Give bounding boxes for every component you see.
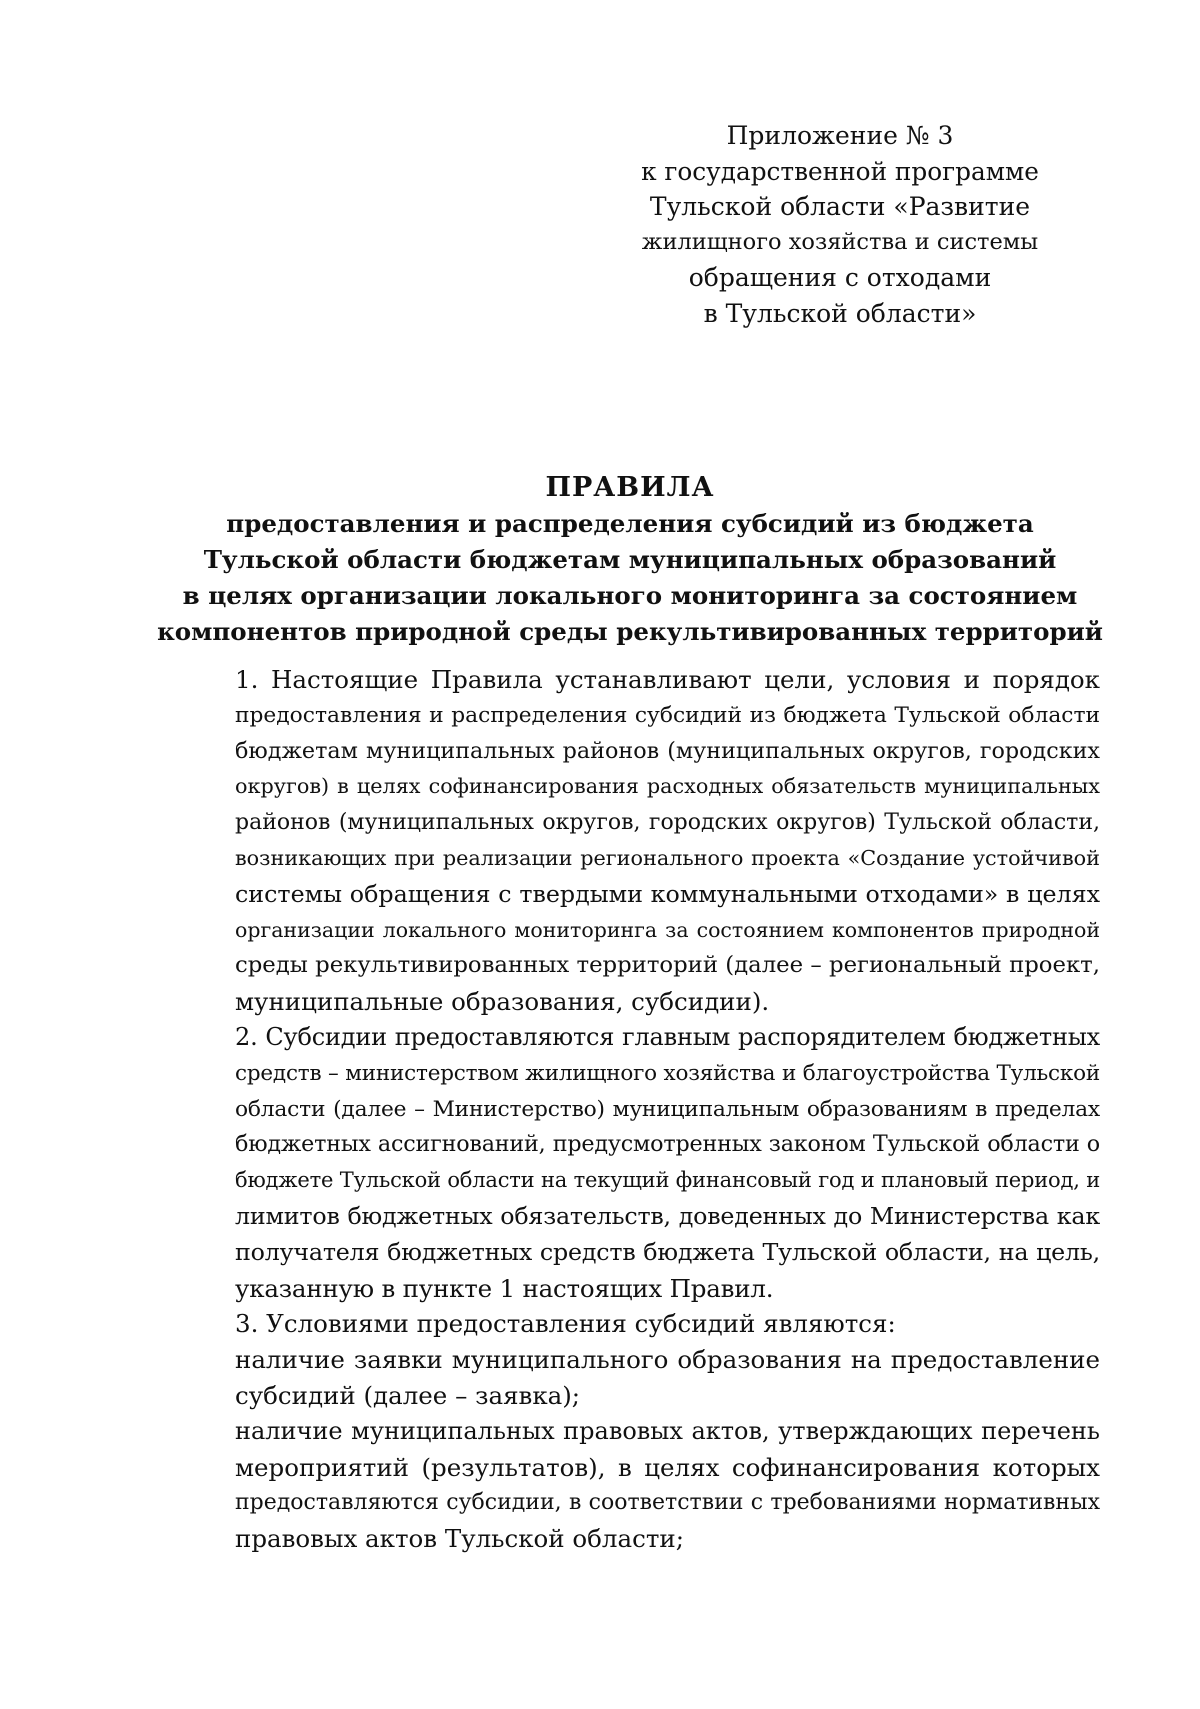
text-line: бюджетам муниципальных районов (муниципальных округов, городских <box>235 737 1100 764</box>
text-line: среды рекультивированных территорий (далее – региональный проект, <box>235 952 1100 979</box>
text-line: возникающих при реализации регионального проекта «Создание устойчивой <box>235 845 1100 870</box>
title-line: компонентов природной среды рекультивированных территорий <box>157 617 1103 646</box>
text-line: муниципальные образования, субсидии). <box>235 987 770 1017</box>
text-line: 1. Настоящие Правила устанавливают цели, условия и порядок <box>235 665 1100 694</box>
text-line: системы обращения с твердыми коммунальными отходами» в целях <box>235 879 1100 908</box>
text-line: бюджете Тульской области на текущий финансовый год и плановый период, и <box>235 1168 1100 1193</box>
text-line: предоставляются субсидии, в соответствии с требованиями нормативных <box>235 1490 1100 1516</box>
paragraph-3-item-2 <box>165 1414 1100 1557</box>
document-title <box>150 470 1110 650</box>
title-line: в целях организации локального мониторинга за состоянием <box>182 581 1078 610</box>
text-line: наличие заявки муниципального образования на предоставление <box>235 1345 1100 1375</box>
text-line: получателя бюджетных средств бюджета Тульской области, на цель, <box>235 1237 1100 1266</box>
text-line: субсидий (далее – заявка); <box>235 1380 581 1410</box>
paragraph-1 <box>165 662 1100 1020</box>
text-line: правовых актов Тульской области; <box>235 1524 684 1554</box>
text-line: округов) в целях софинансирования расходных обязательств муниципальных <box>235 774 1100 799</box>
title-line: предоставления и распределения субсидий из бюджета <box>226 509 1034 538</box>
text-line: мероприятий (результатов), в целях софинансирования которых <box>235 1452 1100 1482</box>
appendix-line: обращения с отходами <box>688 263 992 292</box>
appendix-line: в Тульской области» <box>703 298 977 328</box>
document-body <box>165 662 1100 1557</box>
paragraph-2 <box>165 1020 1100 1306</box>
title-line: Тульской области бюджетам муниципальных образований <box>203 545 1057 574</box>
appendix-line: жилищного хозяйства и системы <box>641 228 1039 255</box>
appendix-line: Приложение № 3 <box>726 121 954 150</box>
appendix-line: Тульской области «Развитие <box>649 192 1031 221</box>
text-line: лимитов бюджетных обязательств, доведенных до Министерства как <box>235 1201 1100 1230</box>
text-line: предоставления и распределения субсидий из бюджета Тульской области <box>235 702 1100 728</box>
text-line: бюджетных ассигнований, предусмотренных законом Тульской области о <box>235 1131 1100 1158</box>
text-line: 2. Субсидии предоставляются главным распорядителем бюджетных <box>235 1022 1100 1051</box>
paragraph-3-item-1 <box>165 1342 1100 1414</box>
text-line: 3. Условиями предоставления субсидий являются: <box>235 1309 896 1339</box>
text-line: средств – министерством жилищного хозяйства и благоустройства Тульской <box>235 1060 1100 1086</box>
text-line: организации локального мониторинга за состоянием компонентов природной <box>235 917 1100 942</box>
text-line: указанную в пункте 1 настоящих Правил. <box>235 1273 774 1303</box>
paragraph-3 <box>165 1306 1100 1342</box>
text-line: районов (муниципальных округов, городских округов) Тульской области, <box>235 810 1100 836</box>
title-main: ПРАВИЛА <box>545 472 715 503</box>
appendix-line: к государственной программе <box>641 156 1039 186</box>
text-line: наличие муниципальных правовых актов, утверждающих перечень <box>235 1416 1100 1445</box>
text-line: области (далее – Министерство) муниципальным образованиям в пределах <box>235 1096 1100 1122</box>
appendix-header <box>640 118 1040 331</box>
